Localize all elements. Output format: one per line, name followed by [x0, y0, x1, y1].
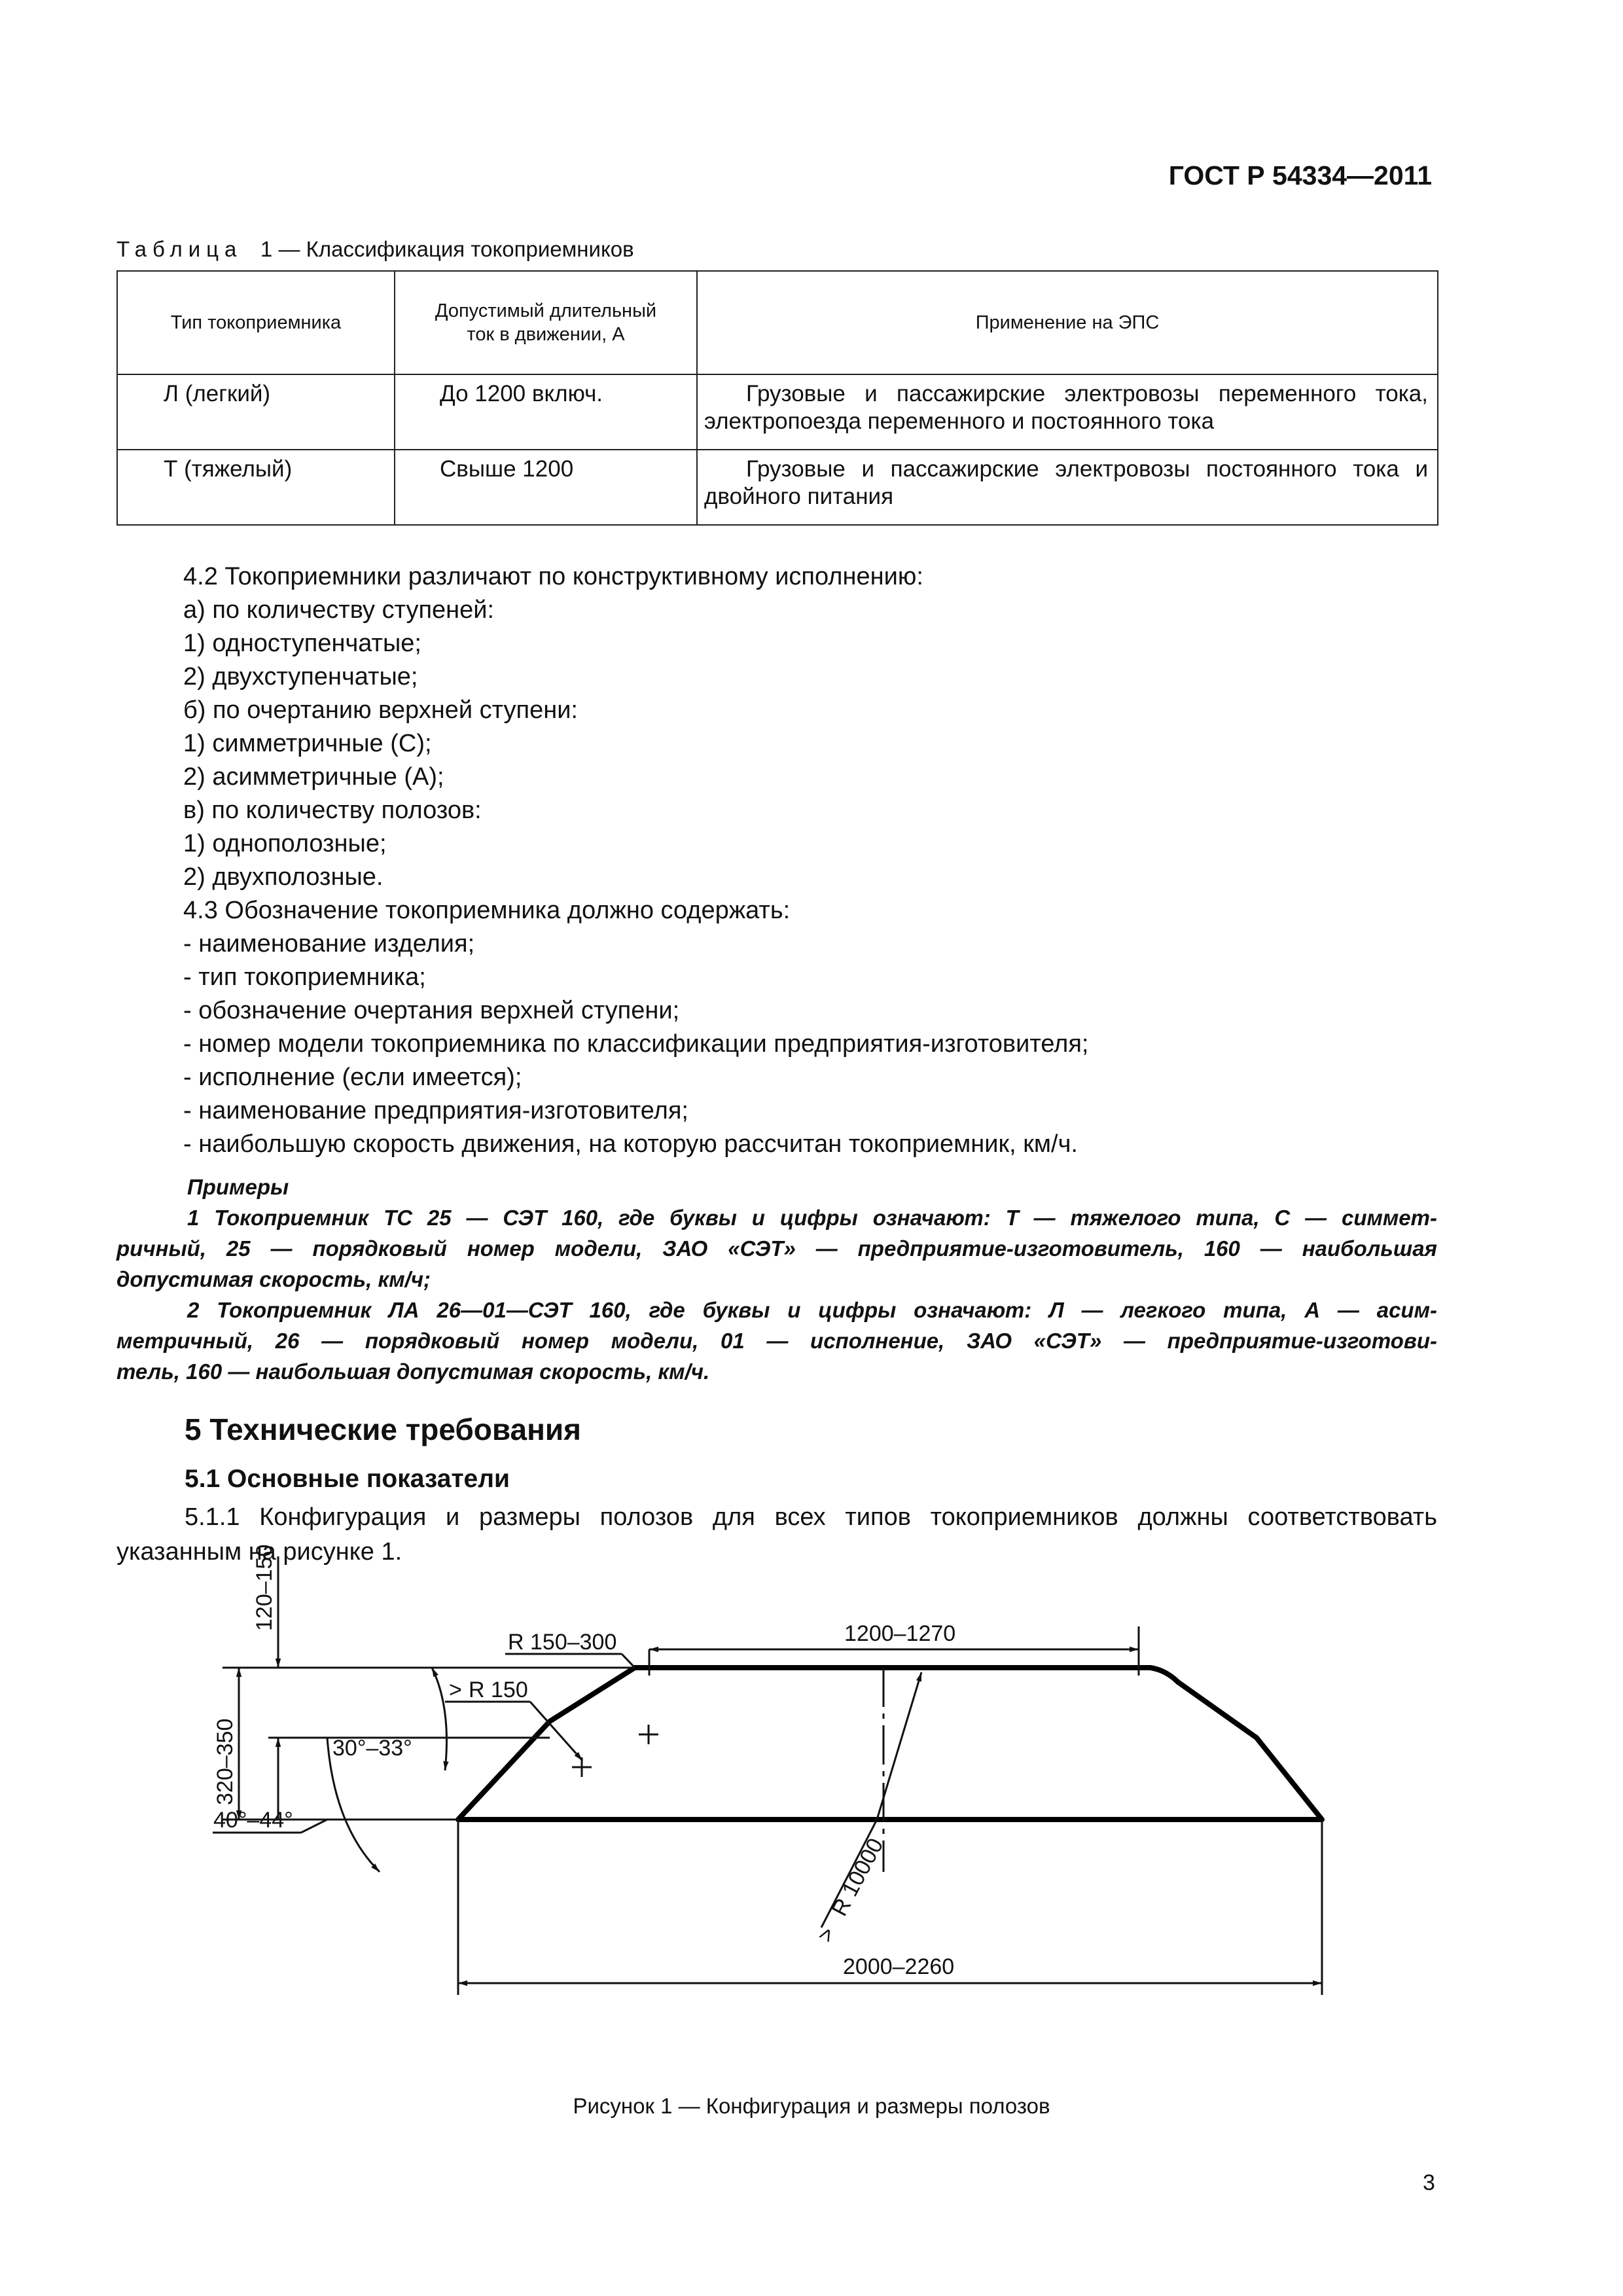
figure-caption: Рисунок 1 — Конфигурация и размеры полозов	[573, 2094, 1050, 2118]
body-line: - наименование изделия;	[183, 930, 475, 958]
subsection-title: 5.1 Основные показатели	[185, 1465, 510, 1493]
dim-bend-radius: R 150	[469, 1677, 528, 1702]
dim-top-radius-prefix: >	[812, 1923, 841, 1946]
table-header-cell: Тип токоприемника	[117, 271, 395, 374]
body-line: 2) асимметричные (А);	[183, 763, 444, 791]
table-cell: Грузовые и пассажирские электровозы переменного тока, электропоезда переменного и постоянного тока	[697, 374, 1438, 450]
top-radius-leader	[821, 1668, 921, 1928]
examples-title: Примеры	[187, 1175, 289, 1199]
body-line: 1) однополозные;	[183, 830, 387, 857]
table-caption-number: 1	[260, 237, 273, 261]
dim-angle-upper: 30°–33°	[332, 1736, 412, 1761]
dim-top-radius: R 10000	[827, 1834, 889, 1920]
table-header-cell: Применение на ЭПС	[697, 271, 1438, 374]
table-caption-title: — Классификация токоприемников	[278, 237, 634, 261]
body-line: 4.3 Обозначение токоприемника должно содержать:	[183, 897, 791, 924]
table-cell: Свыше 1200	[395, 450, 697, 525]
dim-bend-radius-prefix: >	[449, 1677, 462, 1702]
body-line: - обозначение очертания верхней ступени;	[183, 997, 680, 1024]
dim-total-length: 2000–2260	[843, 1954, 955, 1979]
body-line: - исполнение (если имеется);	[183, 1064, 522, 1091]
table-cell: Т (тяжелый)	[117, 450, 395, 525]
dim-angle-lower: 40°–44°	[213, 1808, 293, 1833]
example-line: допустимая скорость, км/ч;	[116, 1267, 431, 1291]
example-line: метричный, 26 — порядковый номер модели, 01 — исполнение, ЗАО «СЭТ» — предприятие-изготови-	[116, 1329, 1437, 1353]
table-cell: До 1200 включ.	[395, 374, 697, 450]
body-line: - номер модели токоприемника по классификации предприятия-изготовителя;	[183, 1030, 1089, 1058]
body-line: 4.2 Токоприемники различают по конструктивному исполнению:	[183, 563, 923, 590]
dim-top-height: 120–150	[252, 1544, 277, 1631]
example-line: тель, 160 — наибольшая допустимая скорость, км/ч.	[116, 1359, 710, 1384]
body-line: б) по очертанию верхней ступени:	[183, 696, 578, 724]
bend-radius-leader	[445, 1702, 592, 1777]
angle-arcs	[213, 1668, 447, 1872]
body-line: - тип токоприемника;	[183, 963, 426, 991]
body-line: в) по количеству полозов:	[183, 797, 482, 824]
example-line: 2 Токоприемник ЛА 26—01—СЭТ 160, где буквы и цифры означают: Л — легкого типа, А — асим-	[187, 1298, 1437, 1322]
paragraph-5-1-1: 5.1.1 Конфигурация и размеры полозов для всех типов токоприемников должны соответствовать указанным на рисунке 1.	[116, 1503, 1437, 1566]
table-header-cell: Допустимый длительный ток в движении, А	[395, 271, 697, 374]
section-title: 5 Технические требования	[185, 1412, 581, 1446]
body-line: 1) одноступенчатые;	[183, 630, 421, 657]
document-code: ГОСТ Р 54334—2011	[1168, 160, 1432, 190]
body-line: - наибольшую скорость движения, на которую рассчитан токоприемник, км/ч.	[183, 1130, 1078, 1158]
example-line: ричный, 25 — порядковый номер модели, ЗАО «СЭТ» — предприятие-изготовитель, 160 — наибольшая	[116, 1236, 1437, 1261]
body-line: 1) симметричные (С);	[183, 730, 432, 757]
body-line: - наименование предприятия-изготовителя;	[183, 1097, 688, 1124]
dim-top-length: 1200–1270	[844, 1621, 956, 1646]
body-line: 2) двухполозные.	[183, 863, 383, 891]
table-caption-prefix: Таблица	[116, 237, 243, 261]
page-number: 3	[1423, 2170, 1435, 2195]
body-line: 2) двухступенчатые;	[183, 663, 418, 691]
dim-corner-radius: R 150–300	[508, 1630, 617, 1655]
table-cell: Л (легкий)	[117, 374, 395, 450]
dim-total-height: 320–350	[213, 1718, 238, 1805]
left-vertical-dimensions	[223, 1556, 635, 1820]
table-cell: Грузовые и пассажирские электровозы постоянного тока и двойного питания	[697, 450, 1438, 525]
body-line: а) по количеству ступеней:	[183, 596, 495, 624]
example-line: 1 Токоприемник ТС 25 — СЭТ 160, где буквы и цифры означают: Т — тяжелого типа, С — симмет-	[187, 1206, 1437, 1230]
shoe-profile	[458, 1668, 1322, 1820]
